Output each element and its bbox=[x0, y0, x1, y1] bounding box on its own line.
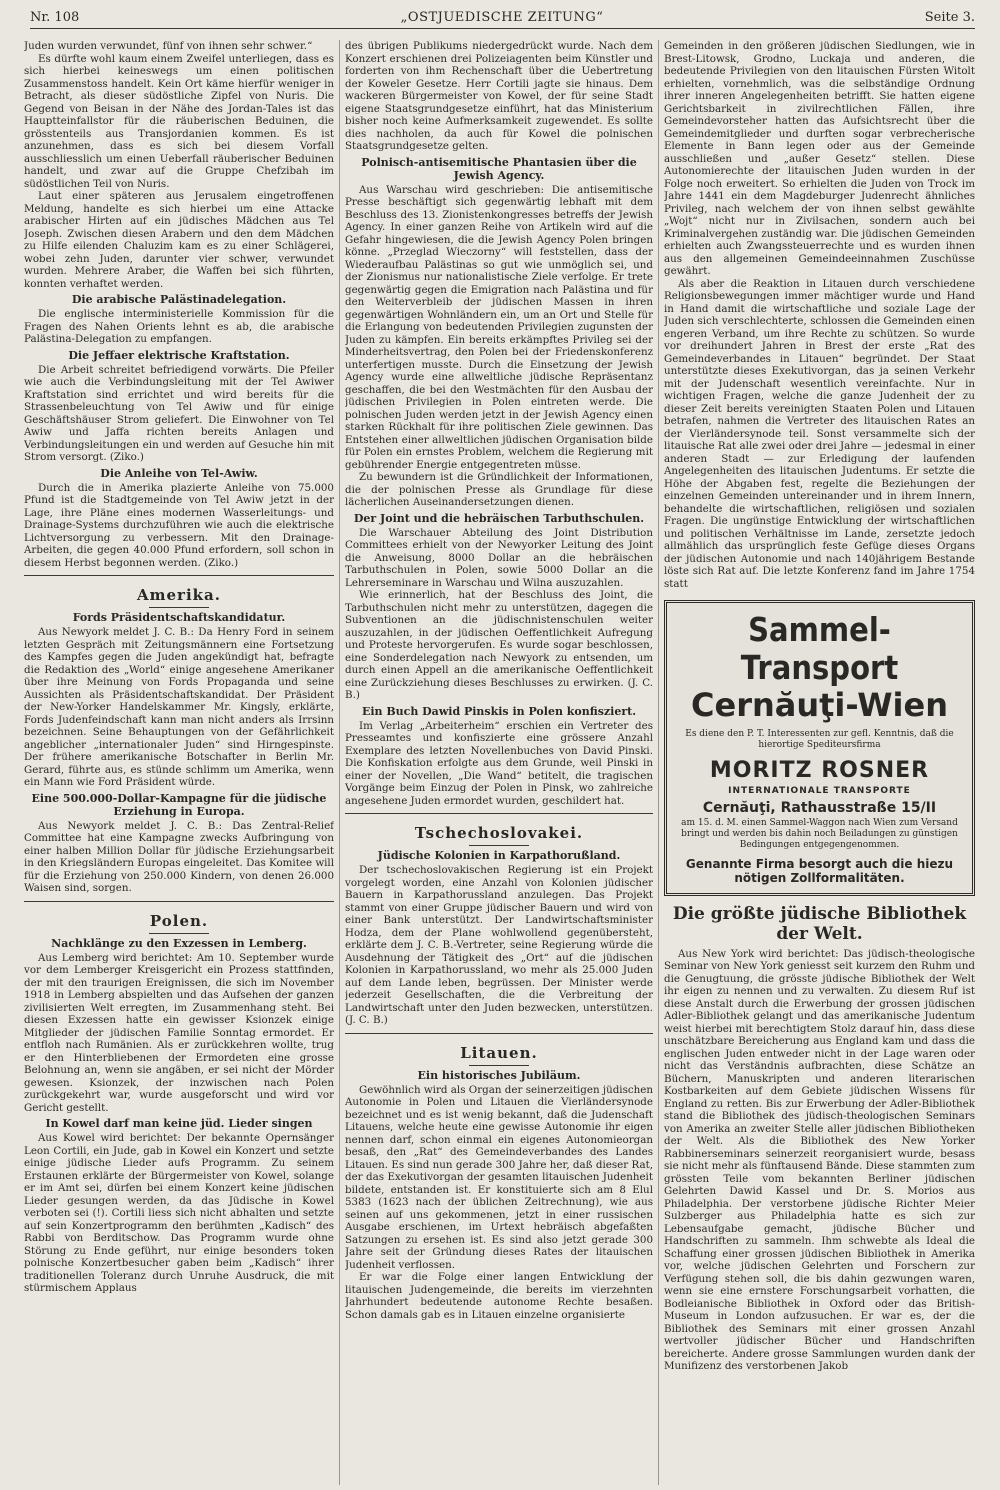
ad-notice: Es diene den P. T. Interessenten zur gefl. Kenntnis, daß die hierortige Spediteursfirma bbox=[685, 729, 954, 750]
article-paragraph: Wie erinnerlich, hat der Beschluss des Joint, die Tarbuthschulen nicht mehr zu unterstützen, dagegen die Subventionen an die jüdischnistenschulen weiter auszuzahlen, in der jüdischen Oeffentlichkeit Aufregung und Proteste hervorgerufen. Es wurde sogar beschlossen, eine Sonderdelegation nach Newyork zu entsenden, um durch einen Appell an die amerikanische Oeffentlichkeit eine Zurückziehung dieses Beschlusses zu erwirken. (J. C. B.) bbox=[345, 589, 653, 701]
advertisement-box bbox=[664, 600, 975, 896]
headline-power-station: Die Jeffaer elektrische Kraftstation. bbox=[68, 348, 290, 362]
article-paragraph: Gewöhnlich wird als Organ der seinerzeitigen jüdischen Autonomie in Polen und Litauen die Vierländersynode bezeichnet und es ist wenig bekannt, daß die Judenschaft Litauens, welche heute eine gewisse Autonomie ihr eigen nennen darf, schon einmal ein eigenes Autonomieorgan besaß, den „Rat“ des Gemeindeverbandes des Landes Litauen. Es sind nun gerade 300 Jahre her, daß dieser Rat, der das Exekutivorgan der gesamten litauischen Judenheit bildete, entstanden ist. Er konstituierte sich am 8 Elul 5383 (1623 nach der üblichen Zeitrechnung), wie aus seinen auf uns gekommenen, jetzt in einer russischen Ausgabe erschienen, im Urtext hebräisch abgefaßten Satzungen zu ersehen ist. Es sind also jetzt gerade 300 Jahre seit der Gründung dieses Rates der litauischen Judenheit verflossen. bbox=[345, 1083, 653, 1271]
headline-ford: Fords Präsidentschaftskandidatur. bbox=[72, 611, 286, 624]
headline-karpat: Jüdische Kolonien in Karpathorußland. bbox=[377, 849, 621, 862]
page-number: Seite 3. bbox=[924, 9, 975, 25]
headline-delegation: Die arabische Palästinadelegation. bbox=[71, 293, 287, 306]
headline-jewish-agency: Polnisch-antisemitische Phantasien über die Jewish Agency. bbox=[361, 155, 637, 182]
issue-number: Nr. 108 bbox=[30, 9, 80, 25]
article-paragraph: Aus New York wird berichtet: Das jüdisch-theologische Seminar von New York geniesst seit kurzem den Ruhm und die Genugtuung, die grösste jüdische Bibliothek der Welt ihr eigen zu nennen und zu verwalten. Zu diesem Ruf ist diese Anstalt durch die Erwerbung der grossen jüdischen Adler-Bibliothek gelangt und das amerikanische Judentum weist hierbei mit berechtigtem Stolz darauf hin, dass diese unschätzbare Bereicherung aus England kam und dass die englischen Juden entweder nicht in der Lage waren oder nicht das Verständnis aufbrachten, diese Schätze an Büchern, Manuskripten und anderen literarischen Kostbarkeiten auf dem Gebiete jüdischen Wissens für England zu retten. Bis zur Erwerbung der Adler-Bibliothek stand die Bibliothek des jüdisch-theologischen Seminars von Amerika an zweiter Stelle aller jüdischen Bibliotheken der Welt. Als die Bibliothek des New Yorker Rabbinerseminars seinerzeit reorganisiert wurde, besass sie nicht mehr als fünftausend Bände. Diese stammten zum grössten Teile vom bekannten Berliner jüdischen Gelehrten Dawid Kassel und Dr. S. Morios aus Philadelphia. Der verstorbene jüdische Richter Meier Sulzberger aus Philadelphia hatte es sich zur Lebensaufgabe gemacht, jüdische Bücher und Handschriften zu sammeln. Ihm schwebte als Ideal die Schaffung einer grossen jüdischen Bibliothek in Amerika vor, welche jüdischen Gelehrten und Forschern zur Verfügung stehen soll, die bis dahin gezwungen waren, wenn sie eine ernstere Forschungsarbeit vorhatten, die Bodleianische Bibliothek in Oxford oder das British-Museum in London aufzusuchen. Er war es, der die Bibliothek des Seminars mit einer grossen Anzahl wertvoller jüdischer Bücher und Handschriften bereicherte. Andere grosse Sammlungen wurden dank der Munifizenz des verstorbenen Jakob bbox=[664, 947, 975, 1372]
headline-campaign: Eine 500.000-Dollar-Kampagne für die jüdische Erziehung in Europa. bbox=[31, 791, 327, 818]
headline-jubilee: Ein historisches Jubiläum. bbox=[417, 1068, 581, 1082]
ad-title: Sammel-Transport bbox=[740, 610, 899, 687]
headline-pinski: Ein Buch Dawid Pinskis in Polen konfisziert. bbox=[361, 704, 637, 718]
article-paragraph: Gemeinden in den größeren jüdischen Siedlungen, wie in Brest-Litowsk, Grodno, Luckaja und anderen, die bedeutende Privilegien von den litauischen Fürsten Witolt erhielten, vornehmlich, was die selbständige Ordnung ihrer inneren Angelegenheiten betrifft. Sie hatten eigene Gerichtsbarkeit in zivilrechtlichen Fällen, ihre Gemeindevorsteher hatten das Aufsichtsrecht über die Gemeindemitglieder und durften sogar verbrecherische Elemente in Bann legen oder aus der Gemeinde ausschließen und „außer Gesetz“ stellen. Diese Autonomierechte der litauischen Juden wurden in der Folge noch erweitert. So erhielten die Juden von Trock im Jahre 1441 ein dem Magdeburger Judenrecht ähnliches Privileg, nach welchem der von ihnen selbst gewählte „Wojt“ nicht nur in Zivilsachen, sondern auch bei Kriminalvergehen zuständig war. Die jüdischen Gemeinden erhielten auch Zwangssteuerrechte und es wurden ihnen aus den allgemeinen Gemeindeeinnahmen Zuschüsse gewährt. bbox=[664, 40, 975, 277]
article-paragraph: Im Verlag „Arbeiterheim“ erschien ein Vertreter des Presseamtes und konfiszierte eine grössere Anzahl Exemplare des letzten Novellenbuches von David Pinski. Die Konfiskation erfolgte aus dem Grunde, weil Pinski in einer der Novellen, „Die Wand“ betitelt, die tragischen Vorgänge beim Einzug der Polen in Pinsk, wo zahlreiche angesehene Juden ermordet wurden, geschildert hat. bbox=[345, 719, 653, 807]
column-3 bbox=[664, 40, 975, 1485]
column-divider bbox=[658, 40, 659, 1485]
article-paragraph: des übrigen Publikums niedergedrückt wurde. Nach dem Konzert erschienen drei Polizeiagenten beim Künstler und forderten von ihm Rechenschaft über die Uebertretung der Koweler Gesetze. Herr Cortili jagte sie hinaus. Dem wackeren Bürgermeister von Kowel, der für seine Stadt eigene Staatsgrundgesetze einführt, hat das Ministerium bisher noch keine Aufmerksamkeit zugewendet. Es sollte dies nachholen, da auch für Kowel die polnischen Staatsgrundgesetze gelten. bbox=[345, 40, 653, 152]
headline-lemberg: Nachklänge zu den Exzessen in Lemberg. bbox=[51, 936, 307, 950]
headline-joint: Der Joint und die hebräischen Tarbuthschulen. bbox=[353, 511, 645, 525]
article-paragraph: Es dürfte wohl kaum einem Zweifel unterliegen, dass es sich hierbei keineswegs um einen politischen Zusammenstoss handelt. Kein Ort käme hierfür weniger in Betracht, als dieser südöstliche Zipfel von Nuris. Die Gegend von Beisan in der Nähe des Jordan-Tales ist das Hauptteinfallstor für die räuberischen Beduinen, die grösstenteils aus Transjordanien kommen. Es ist anzunehmen, dass es sich bei diesem Vorfall ausschliesslich um einen Ueberfall räuberischer Beduinen handelt, und zwar auf die Gruppe Chefzibah im südöstlichen Teil von Nuris. bbox=[24, 52, 334, 190]
ad-tagline: Genannte Firma besorgt auch die hiezu nötigen Zollformalitäten. bbox=[685, 856, 954, 885]
newspaper-title: „OSTJUEDISCHE ZEITUNG“ bbox=[400, 9, 604, 25]
section-title-polen: Polen. bbox=[149, 911, 209, 930]
section-rule bbox=[345, 1033, 653, 1036]
article-paragraph: Laut einer späteren aus Jerusalem eingetroffenen Meldung, handelte es sich hierbei um eine Attacke arabischer Hirten auf ein jüdisches Mädchen aus Tel Joseph. Zwischen diesen Arabern und den dem Mädchen zu Hilfe eilenden Chaluzim kam es zu einer Schlägerei, wobei zehn Juden, darunter vier schwer, verwundet wurden. Mehrere Araber, die Waffen bei sich führten, konnten verhaftet werden. bbox=[24, 190, 334, 290]
section-rule bbox=[24, 575, 334, 578]
article-paragraph: Die Warschauer Abteilung des Joint Distribution Committees erhielt von der Newyorker Leitung des Joint die Anweisung, 8000 Dollar an die hebräischen Tarbuthschulen in Polen, sowie 5000 Dollar an die Lehrerseminare in Warschau und Wilna auszuzahlen. bbox=[345, 526, 653, 589]
ad-firm-subtitle: INTERNATIONALE TRANSPORTE bbox=[728, 786, 911, 796]
article-paragraph: Als aber die Reaktion in Litauen durch verschiedene Religionsbewegungen immer mächtiger wurde und Hand in Hand damit die wirtschaftliche und soziale Lage der Juden sich verschlechterte, schlossen die Gemeinden einen engeren Verband, um ihre Rechte zu schützen. So wurde vor dreihundert Jahren in Brest der erste „Rat des Gemeindeverbandes in Litauen“ begründet. Der Staat unterstützte dieses Exekutivorgan, das ja seinen Verkehr mit der Judenschaft wesentlich vereinfachte. Nur in wichtigen Fragen, welche die ganze Judenheit der zu dieser Zeit bereits vereinigten Staaten Polen und Litauen betrafen, nahmen die Vertreter des litauischen Rates an der Vierländersynode teil. Sonst versammelte sich der litauische Rat alle zwei oder drei Jahre — jedesmal in einer anderen Stadt — zur Erledigung der laufenden Angelegenheiten des litauischen Judentums. Er setzte die Höhe der Abgaben fest, regelte die Beziehungen der einzelnen Gemeinden untereinander und in ihrem Innern, behandelte die wirtschaftlichen, religiösen und sozialen Fragen. Die ungünstige Entwicklung der wirtschaftlichen und politischen Verhältnisse im Lande, zersetzte jedoch allmählich das ursprünglich feste Gefüge dieses Organs der jüdischen Autonomie und nach 140jährigem Bestande löste sich Rat auf. Die letzte Konferenz fand im Jahre 1754 statt bbox=[664, 277, 975, 590]
section-title-litauen: Litauen. bbox=[460, 1043, 538, 1062]
article-paragraph: Aus Kowel wird berichtet: Der bekannte Opernsänger Leon Cortili, ein Jude, gab in Kowel ein Konzert und setzte einige jüdische Lieder aufs Programm. Zu seinem Erstaunen erklärte der Bürgermeister von Kowel, solange er im Amt sei, dürfen bei einem Konzert keine jüdischen Lieder gesungen werden, da das Jüdische in Kowel verboten sei (!). Cortili liess sich nicht abhalten und setzte auf sein Konzertprogramm den berühmten „Kadisch“ des Rabbi von Berditschow. Das Programm wurde ohne Störung zu Ende geführt, nur einige besonders token polnische Konzertbesucher gaben beim „Kadisch“ ihrer traditionellen Toleranz durch Unruhe Ausdruck, die mit stürmischem Applaus bbox=[24, 1132, 334, 1294]
article-paragraph: Aus Lemberg wird berichtet: Am 10. September wurde vor dem Lemberger Kreisgericht ein Prozess stattfinden, der mit den traurigen Ereignissen, die sich im November 1918 in Lemberg abspielten und das Aufsehen der ganzen zivilisierten Welt erregten, im Zusammenhang steht. Bei diesen Exzessen hatte ein gewisser Ksionzek einige Mitglieder der jüdischen Familie Sonntag ermordet. Er entfloh nach Rumänien. Als er zurückkehren wollte, trug er den Hinterbliebenen der Ermordeten eine grosse Belohnung an, wenn sie angäben, er sei nicht der Mörder gewesen. Ksionzek, der inzwischen nach Polen zurückgekehrt war, wurde ausgeforscht und wird vor Gericht gestellt. bbox=[24, 951, 334, 1114]
headline-library: Die größte jüdische Bibliothek der Welt. bbox=[672, 903, 967, 944]
column-1 bbox=[24, 40, 334, 1485]
article-paragraph: Zu bewundern ist die Gründlichkeit der Informationen, die der polnischen Presse als Grundlage für diese lächerlichen Auseinandersetzungen dienen. bbox=[345, 471, 653, 508]
ad-address: Cernăuţi, Rathausstraße 15/II bbox=[702, 799, 937, 816]
article-paragraph: Aus Newyork meldet J. C. B.: Da Henry Ford in seinem letzten Gespräch mit Zeitungsmännern eine Fortsetzung des Kampfes gegen die Juden angekündigt hat, befragte die Redaktion des „World“ einige angesehene Amerikaner über ihre Meinung von Fords Propaganda und seine Aussichten als Präsidentschaftskandidat. Der Präsident der New-Yorker Handelskammer Mr. Kingsly, erklärte, Fords Judenfeindschaft kann man nicht anders als Irrsinn bezeichnen. Seine Behauptungen von der Gefährlichkeit angeblicher „internationaler Juden“ sind Hirngespinste. Der frühere amerikanische Botschafter in Berlin Mr. Gerard, führte aus, es stünde schlimm um Amerika, wenn ein Mann wie Ford Präsident würde. bbox=[24, 626, 334, 788]
article-paragraph: Durch die in Amerika plazierte Anleihe von 75.000 Pfund ist die Stadtgemeinde von Tel Awiw jetzt in der Lage, ihre Pläne eines modernen Wasserleitungs- und Drainage-Systems durchzuführen wie auch die elektrische Lichtversorgung zu verbessern. Mit den Drainage-Arbeiten, die gegen 40.000 Pfund erfordern, soll schon in diesem Herbst begonnen werden. (Ziko.) bbox=[24, 481, 334, 569]
section-title-amerika: Amerika. bbox=[137, 586, 221, 604]
article-paragraph: Er war die Folge einer langen Entwicklung der litauischen Judengemeinde, die bereits im vierzehnten Jahrhundert bedeutende autonome Rechte besaßen. Schon damals gab es in Litauen einzelne organisierte bbox=[345, 1271, 653, 1321]
article-paragraph: Aus Newyork meldet J. C. B.: Das Zentral-Relief Committee hat eine Kampagne zwecks Aufbringung von einer halben Million Dollar für jüdische Erziehungsarbeit in den Kriegsländern Europas eingeleitet. Das Komitee will für die Erziehung von 250.000 Kindern, von denen 26.000 Waisen sind, sorgen. bbox=[24, 819, 334, 894]
section-underline bbox=[469, 1065, 529, 1066]
page-header bbox=[30, 6, 975, 29]
article-paragraph: Juden wurden verwundet, fünf von ihnen sehr schwer.“ bbox=[24, 40, 313, 52]
article-paragraph: Aus Warschau wird geschrieben: Die antisemitische Presse beschäftigt sich gegenwärtig lebhaft mit dem Beschluss des 13. Zionistenkongresses betreffs der Jewish Agency. In einer ganzen Reihe von Artikeln wird auf die Gefahr hingewiesen, die die Jewish Agency Polen bringen könne. „Przeglad Wieczorny“ will feststellen, dass der Wiederaufbau Palästinas so gut wie unmöglich sei, und der Zionismus nur nationalistische Ziele verfolge. Er trete gegenwärtig gegen die Emigration nach Palästina und für den Weiterverbleib der jüdischen Massen in ihren gegenwärtigen Wohnländern ein, um an Ort und Stelle für die Erlangung von bedeutenden Privilegien zugunsten der Juden zu kämpfen. Ein bereits erkämpftes Privileg sei der Minderheitsvertrag, den Polen bei der Friedenskonferenz unterfertigen musste. Durch die Einsetzung der Jewish Agency wurde eine allweltliche jüdische Repräsentanz geschaffen, die bei den Westmächten für den Ausbau der jüdischen Privilegien in Polen eintreten werde. Die polnischen Juden werden jetzt in der Jewish Agency einen starken Rückhalt für ihre politischen Ziele gewinnen. Das Entstehen einer allweltlichen jüdischen Organisation bilde für Polen ein ernstes Problem, welchem die Regierung mit gebührender Energie entgegentreten müsse. bbox=[345, 183, 653, 471]
headline-loan: Die Anleihe von Tel-Awiw. bbox=[100, 466, 258, 480]
column-divider bbox=[339, 40, 340, 1485]
article-paragraph: Die Arbeit schreitet befriedigend vorwärts. Die Pfeiler wie auch die Verbindungsleitung mit der Tel Awiwer Kraftstation sind errichtet und wird bereits für die Strassenbeleuchtung von Tel Awiw und für einige Geschäftshäuser Strom geliefert. Die Einwohner von Tel Awiw und Jaffa richten bereits Anlagen und Verbindungsleitungen ein und werden auf Gesuche hin mit Strom versorgt. (Ziko.) bbox=[24, 363, 334, 463]
ad-details: am 15. d. M. einen Sammel-Waggon nach Wien zum Versand bringt und werden bis dahin noch Beiladungen zu günstigen Bedingungen entgegengenommen. bbox=[681, 817, 958, 850]
headline-kowel: In Kowel darf man keine jüd. Lieder singen bbox=[45, 1117, 313, 1130]
section-rule bbox=[345, 813, 653, 816]
column-2 bbox=[345, 40, 653, 1485]
section-rule bbox=[24, 901, 334, 904]
section-title-tschechoslovakei: Tschechoslovakei. bbox=[414, 824, 584, 842]
section-underline bbox=[149, 607, 209, 608]
article-paragraph: Der tschechoslovakischen Regierung ist ein Projekt vorgelegt worden, eine Anzahl von Kolonien jüdischer Bauern in Karpathorussland anzulegen. Das Projekt stammt von einer Gruppe jüdischer Bauern und wird von einer Bank unterstützt. Der Landwirtschaftsminister Hodza, dem der Plane wohlwollend gegenübersteht, erklärte dem J. C. B.-Vertreter, seine Regierung würde die Ausdehnung der Tätigkeit des „Ort“ auf die jüdischen Kolonien in Karpathorussland, wo mehr als 25.000 Juden auf dem Lande leben, begrüssen. Der Minister werde jederzeit Gesellschaften, die die Verbreitung der Landwirtschaft unter den Juden bezwecken, unterstützen. (J. C. B.) bbox=[345, 864, 653, 1026]
section-underline bbox=[149, 933, 209, 934]
ad-subtitle: Cernăuţi-Wien bbox=[691, 686, 948, 724]
section-underline bbox=[469, 845, 529, 846]
ad-firm-name: MORITZ ROSNER bbox=[709, 758, 930, 783]
article-paragraph: Die englische interministerielle Kommission für die Fragen des Nahen Orients lehnt es ab, die arabische Palästina-Delegation zu empfangen. bbox=[24, 308, 334, 345]
